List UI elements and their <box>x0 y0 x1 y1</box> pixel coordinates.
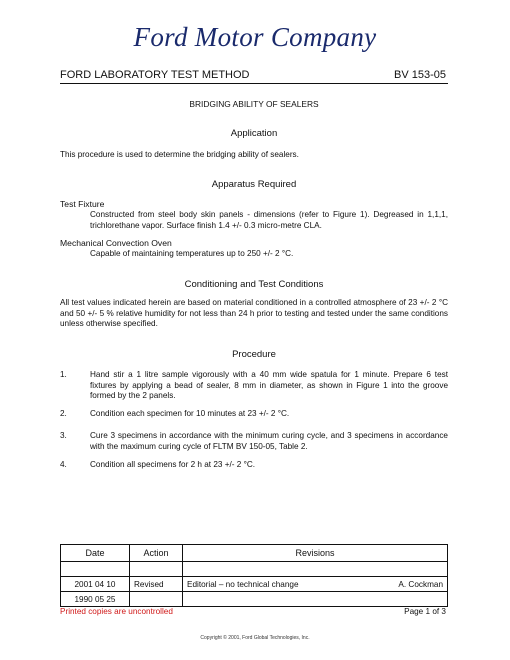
revision-author: A. Cockman <box>398 579 443 589</box>
table-row <box>61 562 448 577</box>
step-number: 2. <box>60 409 67 418</box>
step-number: 3. <box>60 431 67 440</box>
revision-header-row <box>61 545 448 562</box>
step-text: Cure 3 specimens in accordance with the minimum curing cycle, and 3 specimens in accordance with the maximum curing cycle of FLTM BV 150-05, Table 2. <box>90 431 448 451</box>
apparatus-text-oven: Capable of maintaining temperatures up to 250 +/- 2 °C. <box>90 249 294 258</box>
method-title: FORD LABORATORY TEST METHOD <box>60 69 250 81</box>
apparatus-text-fixture: Constructed from steel body skin panels - dimensions (refer to Figure 1). Degreased in 1,1,1, trichlorethane vapor. Surface finish 1.4 +/- 0.3 micro-metre CLA. <box>90 210 448 230</box>
revision-date: 1990 05 25 <box>61 592 130 607</box>
revision-text: Editorial – no technical change <box>187 579 299 589</box>
application-text: This procedure is used to determine the bridging ability of sealers. <box>60 150 299 159</box>
revision-date: 2001 04 10 <box>61 577 130 592</box>
revision-action: Revised <box>130 577 183 592</box>
apparatus-label-oven: Mechanical Convection Oven <box>60 238 172 248</box>
uncontrolled-copy-notice: Printed copies are uncontrolled <box>60 607 173 616</box>
column-header-date: Date <box>61 545 130 562</box>
ford-logo: Ford Motor Company <box>133 22 377 52</box>
application-heading: Application <box>230 128 278 139</box>
apparatus-heading: Apparatus Required <box>211 179 297 190</box>
revision-cell <box>183 577 448 592</box>
method-code: BV 153-05 <box>394 69 446 81</box>
column-header-revisions: Revisions <box>183 545 448 562</box>
page-number: Page 1 of 3 <box>404 607 446 616</box>
revision-action <box>130 592 183 607</box>
step-number: 1. <box>60 370 67 379</box>
step-text: Condition each specimen for 10 minutes at 23 +/- 2 °C. <box>90 409 290 418</box>
conditioning-heading: Conditioning and Test Conditions <box>184 279 324 290</box>
table-row <box>61 577 448 592</box>
header-rule <box>60 83 448 84</box>
revision-cell <box>183 562 448 577</box>
step-text: Hand stir a 1 litre sample vigorously with a 40 mm wide spatula for 1 minute. Prepare 6 test fixtures by applying a bead of sealer, 8 mm in diameter, as shown in Figure 1 into the groove formed by the 2 panels. <box>90 370 448 400</box>
procedure-heading: Procedure <box>232 349 276 360</box>
conditioning-text: All test values indicated herein are based on material conditioned in a controlled atmosphere of 23 +/- 2 °C and 50 +/- 5 % relative humidity for not less than 24 h prior to testing and tested under the same conditions unless otherwise specified. <box>60 298 448 328</box>
revision-action <box>130 562 183 577</box>
copyright-notice: Copyright © 2001, Ford Global Technologies, Inc. <box>200 635 310 641</box>
revision-date <box>61 562 130 577</box>
apparatus-label-fixture: Test Fixture <box>60 199 105 209</box>
table-row <box>61 592 448 607</box>
revision-cell <box>183 592 448 607</box>
step-number: 4. <box>60 460 67 469</box>
document-title: BRIDGING ABILITY OF SEALERS <box>189 99 319 109</box>
column-header-action: Action <box>130 545 183 562</box>
revision-table <box>60 544 448 607</box>
step-text: Condition all specimens for 2 h at 23 +/- 2 °C. <box>90 460 256 469</box>
